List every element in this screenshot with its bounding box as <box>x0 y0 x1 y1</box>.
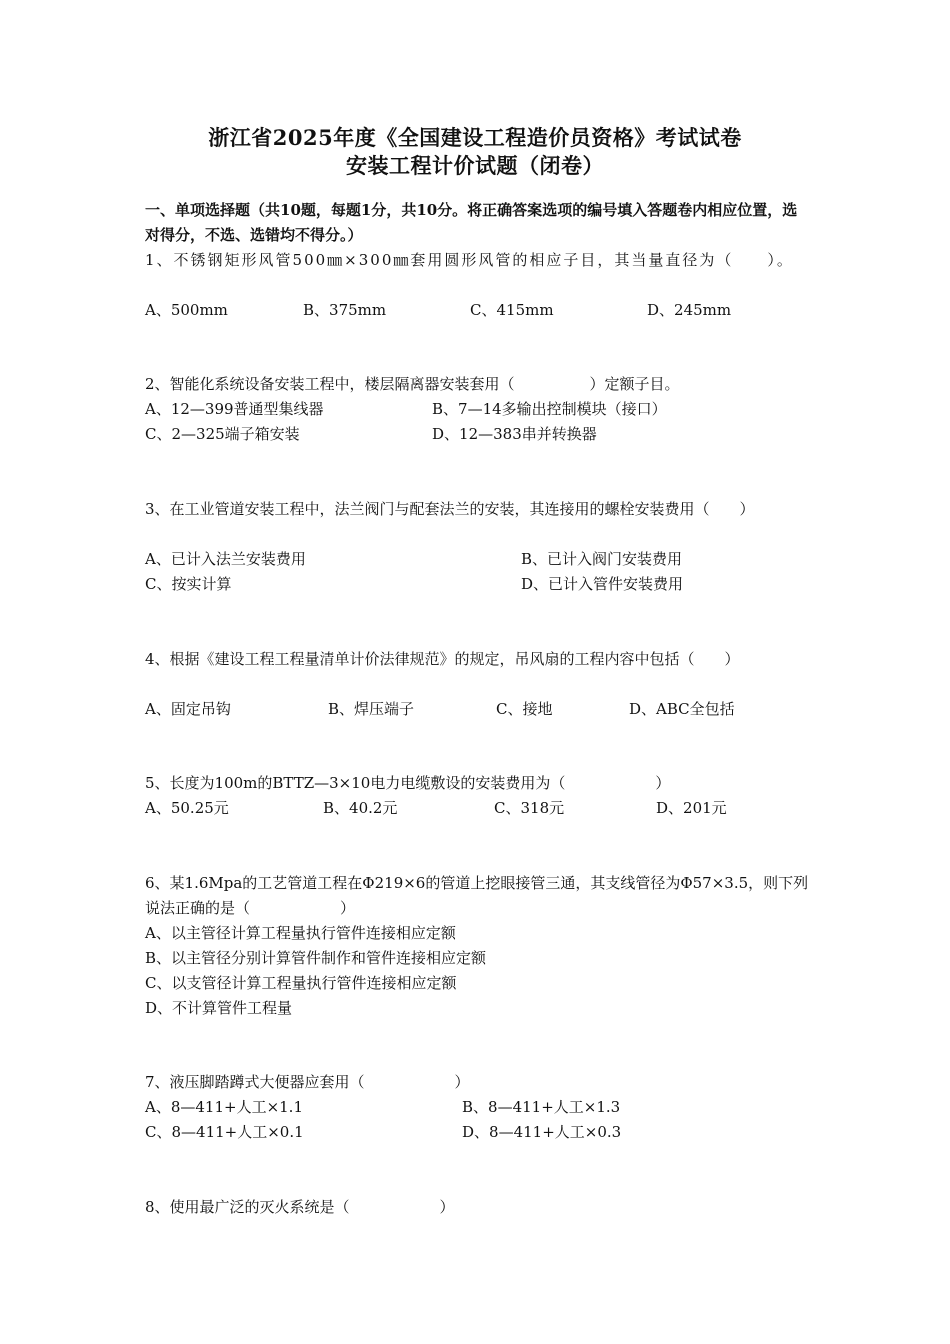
question-stem: 7、液压脚踏蹲式大便器应套用（ ） <box>145 1073 470 1091</box>
option-d: D、不计算管件工程量 <box>145 999 293 1017</box>
option-b: B、焊压端子 <box>328 700 415 718</box>
option-b: B、已计入阀门安装费用 <box>521 550 683 568</box>
option-a: A、以主管径计算工程量执行管件连接相应定额 <box>145 924 456 942</box>
option-a: A、12—399普通型集线器 <box>145 400 324 418</box>
option-b: B、8—411+人工×1.3 <box>462 1098 621 1116</box>
option-c: C、8—411+人工×0.1 <box>145 1123 304 1141</box>
option-c: C、318元 <box>494 799 565 817</box>
question-stem: 5、长度为100m的BTTZ—3×10电力电缆敷设的安装费用为（ ） <box>145 774 671 792</box>
option-d: D、12—383串并转换器 <box>432 425 597 443</box>
question-stem: 4、根据《建设工程工程量清单计价法律规范》的规定，吊风扇的工程内容中包括（ ） <box>145 650 740 668</box>
option-d: D、8—411+人工×0.3 <box>462 1123 622 1141</box>
question-stem: 6、某1.6Mpa的工艺管道工程在Φ219×6的管道上挖眼接管三通，其支线管径为Φ57×3.5，则下列说法正确的是（ ） <box>145 874 809 917</box>
question-stem: 1、不锈钢矩形风管500㎜×300㎜套用圆形风管的相应子目，其当量直径为（ ）。 <box>145 251 794 269</box>
question-stem: 8、使用最广泛的灭火系统是（ ） <box>145 1198 455 1216</box>
option-d: D、ABC全包括 <box>629 700 735 718</box>
option-c: C、按实计算 <box>145 575 232 593</box>
question-stem: 3、在工业管道安装工程中，法兰阀门与配套法兰的安装，其连接用的螺栓安装费用（ ） <box>145 500 755 518</box>
option-d: D、已计入管件安装费用 <box>521 575 684 593</box>
option-a: A、8—411+人工×1.1 <box>145 1098 303 1116</box>
question-stem: 2、智能化系统设备安装工程中，楼层隔离器安装套用（ ）定额子目。 <box>145 375 680 393</box>
option-a: A、500mm <box>145 301 228 319</box>
option-b: B、以主管径分别计算管件制作和管件连接相应定额 <box>145 949 487 967</box>
option-c: C、415mm <box>470 301 554 319</box>
option-c: C、接地 <box>496 700 553 718</box>
option-a: A、50.25元 <box>145 799 229 817</box>
option-b: B、40.2元 <box>323 799 398 817</box>
option-b: B、375mm <box>303 301 387 319</box>
option-a: A、已计入法兰安装费用 <box>145 550 306 568</box>
page-title: 浙江省2025年度《全国建设工程造价员资格》考试试卷 <box>208 125 742 150</box>
page-subtitle: 安装工程计价试题（闭卷） <box>346 153 604 178</box>
option-d: D、245mm <box>647 301 732 319</box>
option-c: C、2—325端子箱安装 <box>145 425 300 443</box>
option-c: C、以支管径计算工程量执行管件连接相应定额 <box>145 974 457 992</box>
section-heading: 一、单项选择题（共10题，每题1分，共10分。将正确答案选项的编号填入答题卷内相应位置，选对得分，不选、选错均不得分。） <box>145 201 798 244</box>
option-d: D、201元 <box>656 799 727 817</box>
option-b: B、7—14多输出控制模块（接口） <box>432 400 667 418</box>
option-a: A、固定吊钩 <box>145 700 231 718</box>
